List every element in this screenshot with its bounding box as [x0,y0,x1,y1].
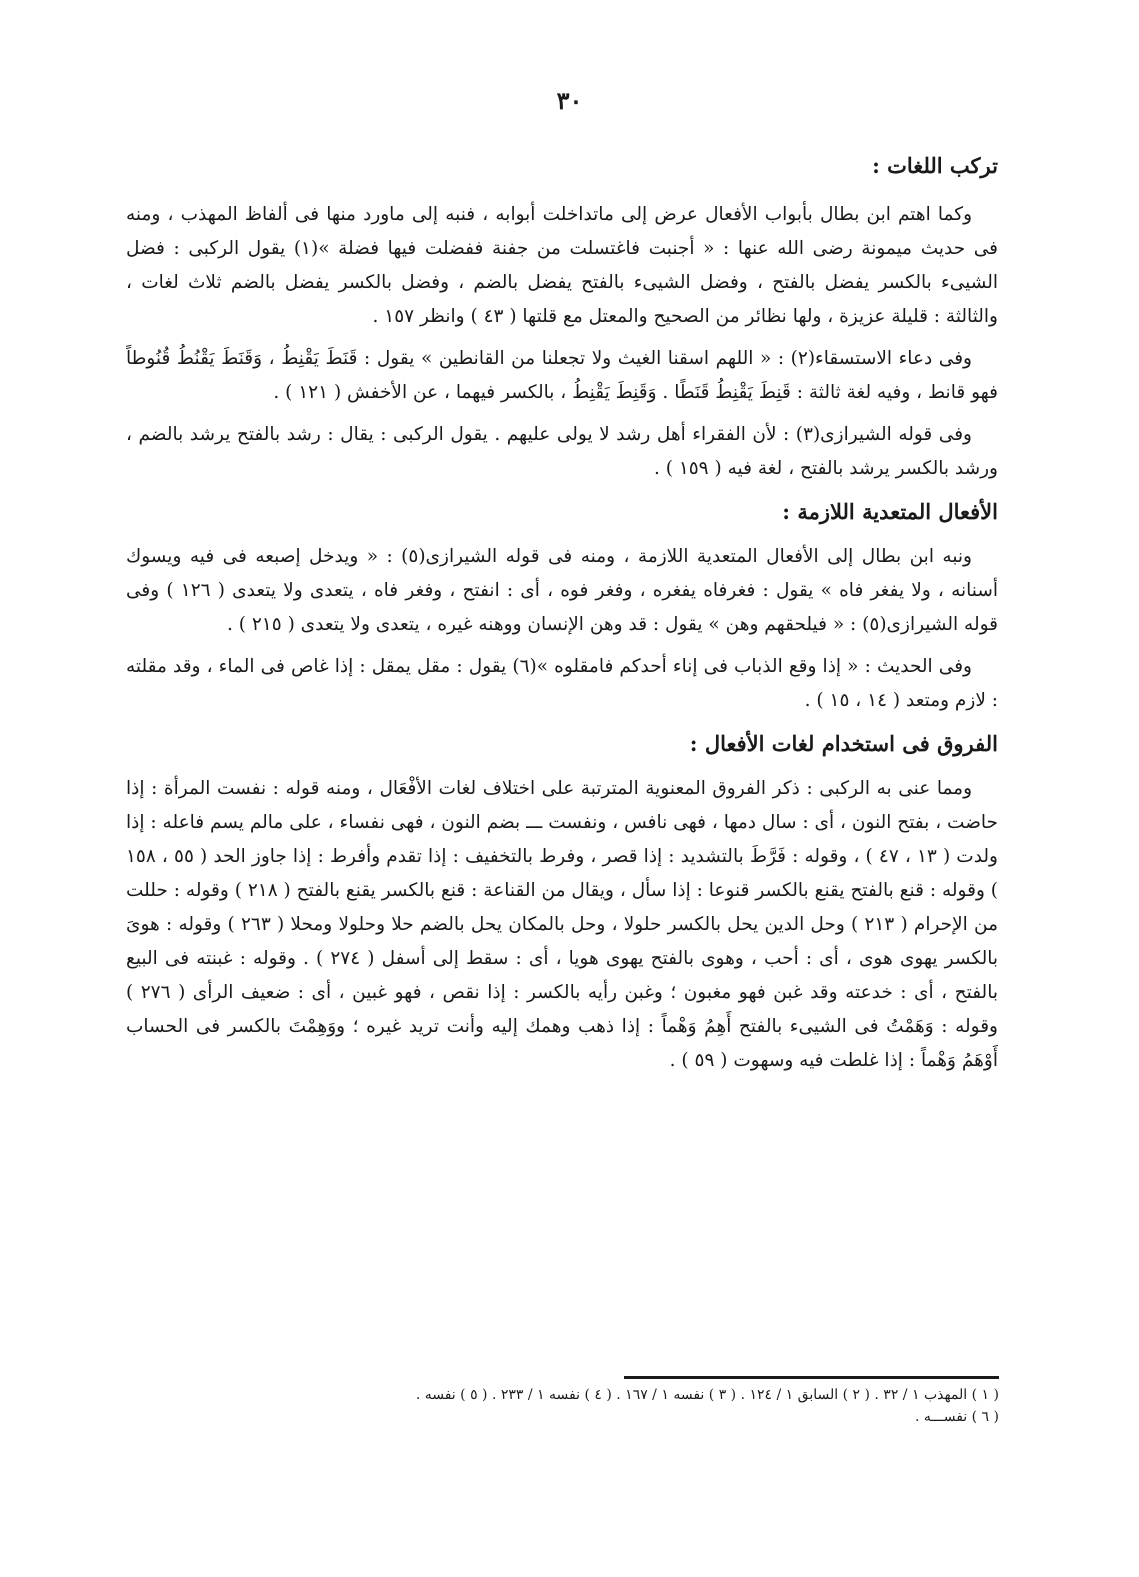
footnote-divider [624,1376,999,1379]
section-heading: الفروق فى استخدام لغات الأفعال : [689,731,998,756]
footnote-line: ( ٦ ) نفســـه . [915,1409,999,1425]
page-number: ٣٠ [556,86,583,115]
page-body [126,148,998,1086]
section-heading: الأفعال المتعدية اللازمة : [782,499,998,524]
footnote-line: ( ١ ) المهذب ١ / ٣٢ . ( ٢ ) السابق ١ / ١٢٤ . ( ٣ ) نفسه ١ / ١٦٧ . ( ٤ ) نفسه ١ / ٢٣٣ . ( ٥ ) نفسه . [415,1387,999,1403]
paragraph: وفى دعاء الاستسقاء(٢) : « اللهم اسقنا الغيث ولا تجعلنا من القانطين » يقول : قَنَطَ يَقْنِطُ ، وَقَنَطَ يَقْنُطُ قُنُوطاً فهو قانط ، وفيه لغة ثالثة : قَنِطَ يَقْنِطُ قَنَطًا . وَقَنِطَ يَقْنِطُ ، بالكسر فيهما ، عن الأخفش ( ١٢١ ) . [126,348,998,403]
paragraph: ومما عنى به الركبى : ذكر الفروق المعنوية المترتبة على اختلاف لغات الأفْعَال ، ومنه قوله : نفست المرأة : إذا حاضت ، بفتح النون ، أى : سال دمها ، فهى نافس ، ونفست ـــ بضم النون ، فهى نفساء ، على مالم يسم فاعله : إذا ولدت ( ١٣ ، ٤٧ ) ، وقوله : فَرَّطَ بالتشديد : إذا قصر ، وفرط بالتخفيف : إذا تقدم وأفرط : إذا جاوز الحد ( ٥٥ ، ١٥٨ ) وقوله : قنع بالفتح يقنع بالكسر قنوعا : إذا سأل ، ويقال من القناعة : قنع بالكسر يقنع بالفتح ( ٢١٨ ) وقوله : حللت من الإحرام ( ٢١٣ ) وحل الدين يحل بالكسر حلولا ، وحل بالمكان يحل بالضم حلا وحلولا ومحلا ( ٢٦٣ ) وقوله : هوىَ بالكسر يهوى هوى ، أى : أحب ، وهوى بالفتح يهوى هويا ، أى : سقط إلى أسفل ( ٢٧٤ ) . وقوله : غبنته فى البيع بالفتح ، أى : خدعته وقد غبن فهو مغبون ؛ وغبن رأيه بالكسر : إذا نقص ، فهو غبين ، أى : ضعيف الرأى ( ٢٧٦ ) وقوله : وَهَمْتُ فى الشيىء بالفتح أَهِمُ وَهْماً : إذا ذهب وهمك إليه وأنت تريد غيره ؛ ووَهِمْتَ بالكسر فى الحساب أَوْهَمُ وَهْماً : إذا غلطت فيه وسهوت ( ٥٩ ) . [126,778,999,1071]
paragraph: وفى قوله الشيرازى(٣) : لأن الفقراء أهل رشد لا يولى عليهم . يقول الركبى : يقال : رشد بالفتح يرشد بالضم ، ورشد بالكسر يرشد بالفتح ، لغة فيه ( ١٥٩ ) . [126,424,998,479]
paragraph: وفى الحديث : « إذا وقع الذباب فى إناء أحدكم فامقلوه »(٦) يقول : مقل يمقل : إذا غاص فى الماء ، وقد مقلته : لازم ومتعد ( ١٤ ، ١٥ ) . [126,656,998,711]
footnotes [129,1384,999,1428]
section-heading: تركب اللغات : [872,153,998,178]
paragraph: وكما اهتم ابن بطال بأبواب الأفعال عرض إلى ماتداخلت أبوابه ، فنبه إلى ماورد منها فى ألفاظ المهذب ، ومنه فى حديث ميمونة رضى الله عنها : « أجنبت فاغتسلت من جفنة ففضلت فيها فضلة »(١) يقول الركبى : فضل الشيىء بالكسر يفضل بالفتح ، وفضل الشيىء بالفتح يفضل بالضم ، وفضل بالكسر يفضل بالضم ثلاث لغات ، والثالثة : قليلة عزيزة ، ولها نظائر من الصحيح والمعتل مع قلتها ( ٤٣ ) وانظر ١٥٧ . [126,204,999,327]
paragraph: ونبه ابن بطال إلى الأفعال المتعدية اللازمة ، ومنه فى قوله الشيرازى(٥) : « ويدخل إصبعه فى فيه ويسوك أسنانه ، ولا يفغر فاه » يقول : فغرفاه يفغره ، وفغر فوه ، أى : انفتح ، وفغر فاه ، يتعدى ولا يتعدى ( ١٢٦ ) وفى قوله الشيرازى(٥) : « فيلحقهم وهن » يقول : قد وهن الإنسان ووهنه غيره ، يتعدى ولا يتعدى ( ٢١٥ ) . [126,546,998,635]
